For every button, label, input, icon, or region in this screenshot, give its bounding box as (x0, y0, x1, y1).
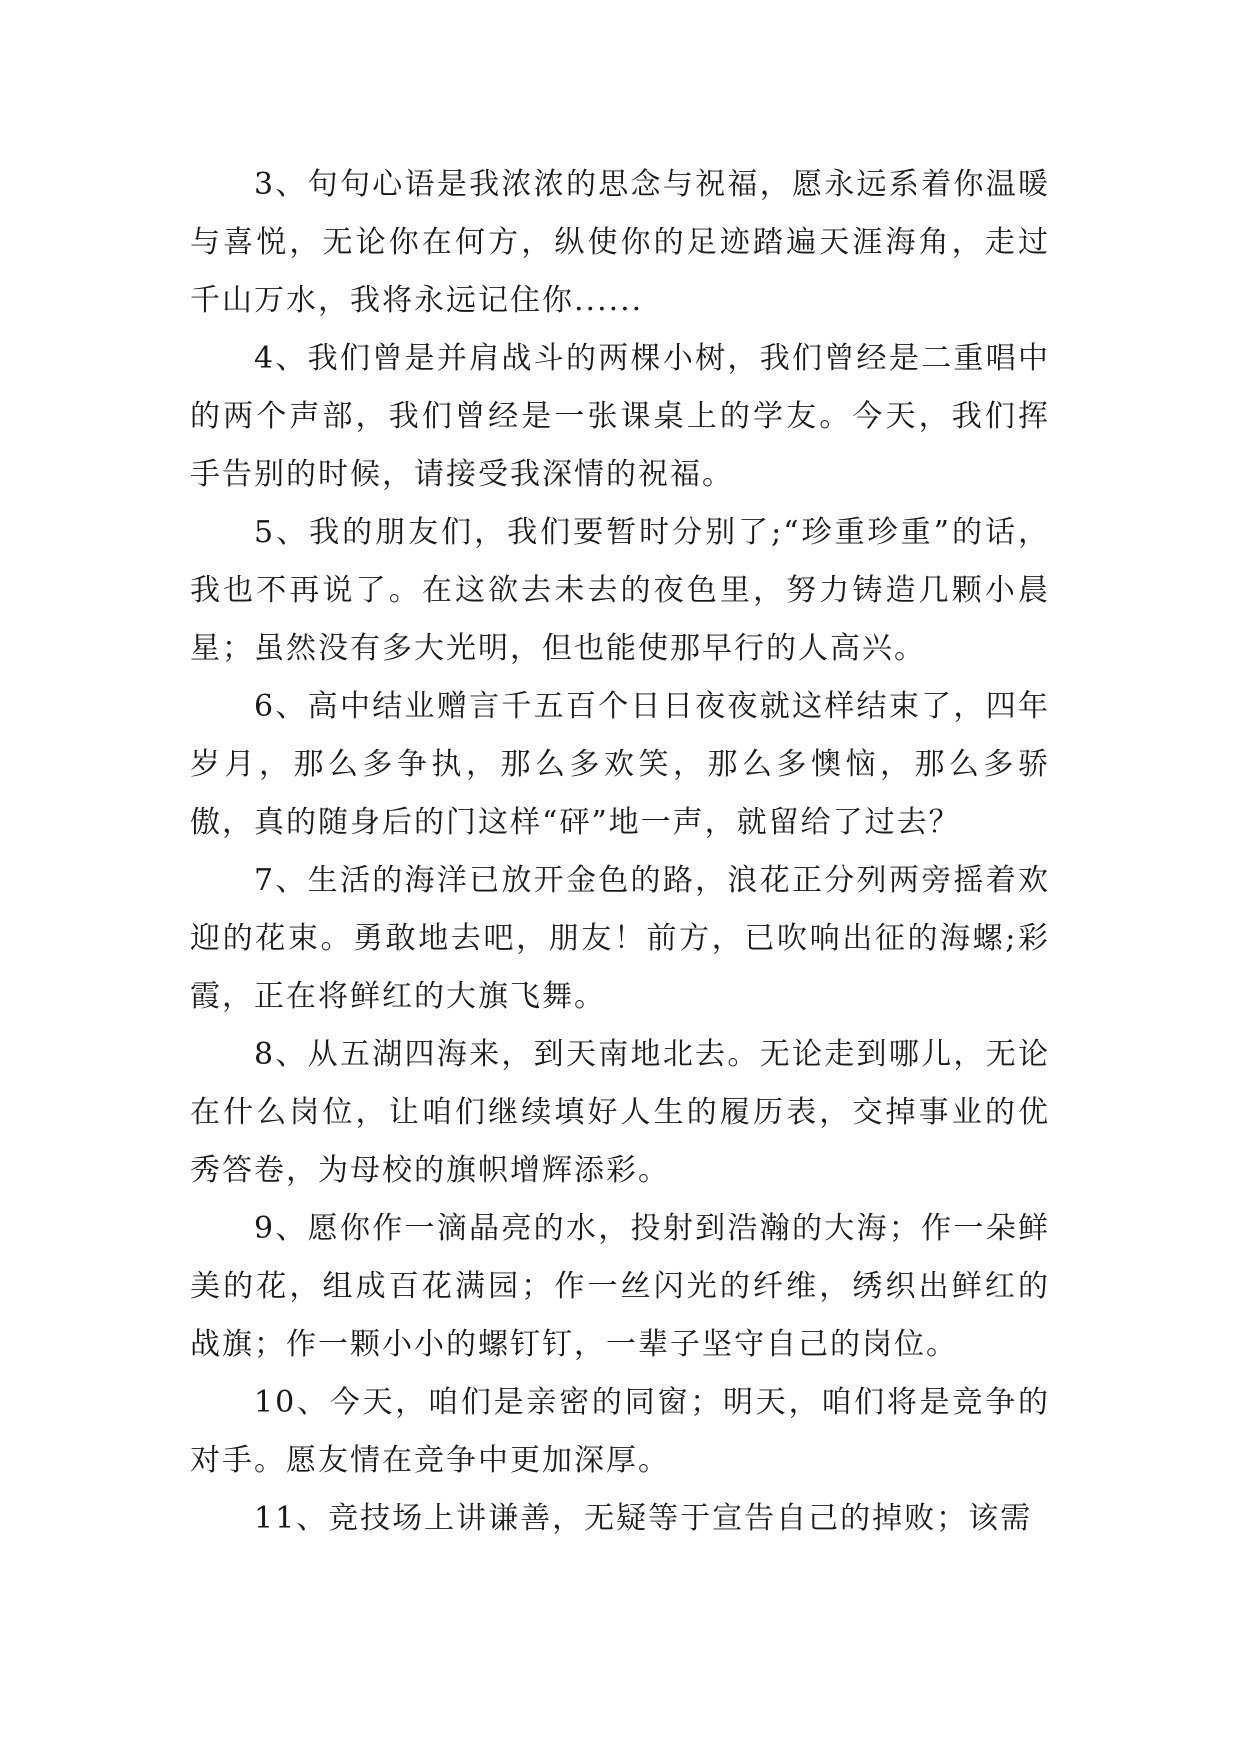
paragraph-3: 3、句句心语是我浓浓的思念与祝福，愿永远系着你温暖与喜悦，无论你在何方，纵使你的足迹踏遍天涯海角，走过千山万水，我将永远记住你...... (190, 167, 1050, 318)
paragraph-5: 5、我的朋友们，我们要暂时分别了;“珍重珍重”的话，我也不再说了。在这欲去未去的夜色里，努力铸造几颗小晨星；虽然没有多大光明，但也能使那早行的人高兴。 (190, 515, 1050, 666)
paragraph-10: 10、今天，咱们是亲密的同窗；明天，咱们将是竞争的对手。愿友情在竞争中更加深厚。 (190, 1385, 1050, 1478)
paragraph-8: 8、从五湖四海来，到天南地北去。无论走到哪儿，无论在什么岗位，让咱们继续填好人生的履历表，交掉事业的优秀答卷，为母校的旗帜增辉添彩。 (190, 1037, 1050, 1188)
paragraph-4: 4、我们曾是并肩战斗的两棵小树，我们曾经是二重唱中的两个声部，我们曾经是一张课桌上的学友。今天，我们挥手告别的时候，请接受我深情的祝福。 (190, 341, 1050, 492)
paragraph-6: 6、高中结业赠言千五百个日日夜夜就这样结束了，四年岁月，那么多争执，那么多欢笑，那么多懊恼，那么多骄傲，真的随身后的门这样“砰”地一声，就留给了过去？ (190, 689, 1050, 840)
paragraph-11: 11、竞技场上讲谦善，无疑等于宣告自己的掉败；该需 (254, 1501, 1033, 1536)
paragraph-9: 9、愿你作一滴晶亮的水，投射到浩瀚的大海；作一朵鲜美的花，组成百花满园；作一丝闪光的纤维，绣织出鲜红的战旗；作一颗小小的螺钉钉，一辈子坚守自己的岗位。 (190, 1211, 1050, 1362)
paragraph-7: 7、生活的海洋已放开金色的路，浪花正分列两旁摇着欢迎的花束。勇敢地去吧，朋友！前方，已吹响出征的海螺;彩霞，正在将鲜红的大旗飞舞。 (190, 863, 1050, 1014)
document-body (190, 156, 1050, 1548)
